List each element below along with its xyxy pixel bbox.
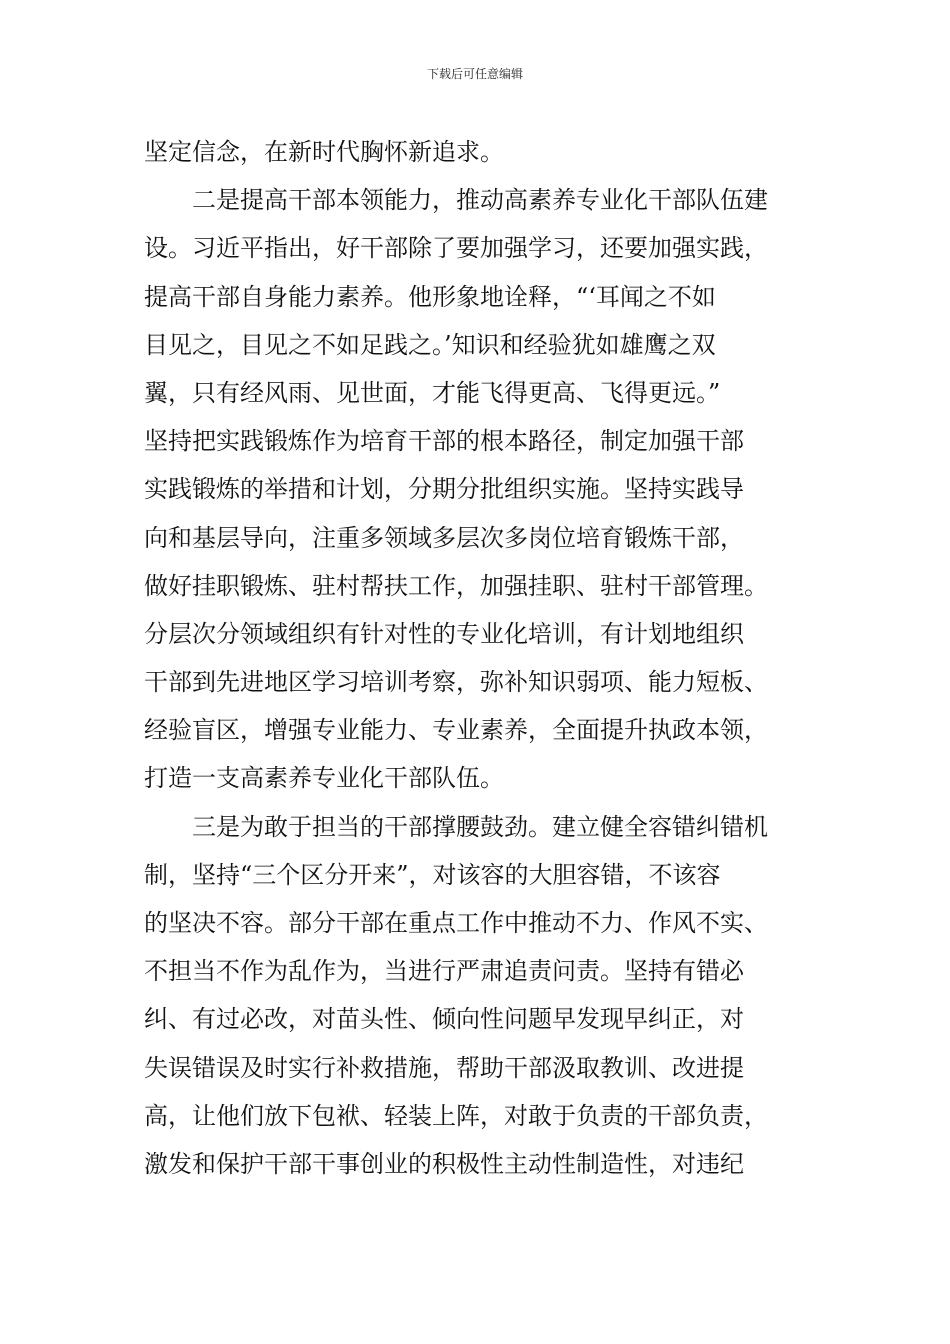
paragraph-start-line: 三是为敢于担当的干部撑腰鼓劲。建立健全容错纠错机 <box>192 812 768 841</box>
text-line: 的坚决不容。部分干部在重点工作中推动不力、作风不实、 <box>144 909 768 937</box>
text-line: 失误错误及时实行补救措施，帮助干部汲取教训、改进提 <box>144 1053 744 1082</box>
page-header: 下载后可任意编辑 <box>426 67 523 81</box>
text-line: 提高干部自身能力素养。他形象地诠释，“‘耳闻之不如 <box>144 282 716 311</box>
paragraph-start-line: 二是提高干部本领能力，推动高素养专业化干部队伍建 <box>192 186 768 215</box>
text-line: 经验盲区，增强专业能力、专业素养，全面提升执政本领， <box>144 716 768 745</box>
text-line: 高，让他们放下包袱、轻装上阵，对敢于负责的干部负责， <box>144 1101 768 1130</box>
text-line: 坚持把实践锻炼作为培育干部的根本路径，制定加强干部 <box>144 427 744 456</box>
text-line: 激发和保护干部干事创业的积极性主动性制造性，对违纪 <box>144 1149 744 1178</box>
text-line: 实践锻炼的举措和计划，分期分批组织实施。坚持实践导 <box>144 475 744 504</box>
text-line: 设。习近平指出，好干部除了要加强学习，还要加强实践， <box>144 234 768 263</box>
text-line: 打造一支高素养专业化干部队伍。 <box>144 764 504 793</box>
text-line: 分层次分领域组织有针对性的专业化培训，有计划地组织 <box>144 619 744 648</box>
text-line: 做好挂职锻炼、驻村帮扶工作，加强挂职、驻村干部管理。 <box>144 571 768 600</box>
text-line: 目见之，目见之不如足践之。’知识和经验犹如雄鹰之双 <box>144 330 716 359</box>
text-line: 不担当不作为乱作为，当进行严肃追责问责。坚持有错必 <box>144 957 744 986</box>
text-line: 翼，只有经风雨、见世面，才能飞得更高、飞得更远。” <box>144 378 721 407</box>
text-line: 纠、有过必改，对苗头性、倾向性问题早发现早纠正，对 <box>144 1005 744 1034</box>
text-line: 干部到先进地区学习培训考察，弥补知识弱项、能力短板、 <box>144 668 768 697</box>
text-line: 制，坚持“三个区分开来”，对该容的大胆容错，不该容 <box>144 860 721 889</box>
text-line: 坚定信念，在新时代胸怀新追求。 <box>144 138 504 166</box>
text-line: 向和基层导向，注重多领域多层次多岗位培育锻炼干部， <box>144 523 744 552</box>
document-body <box>144 128 814 1188</box>
